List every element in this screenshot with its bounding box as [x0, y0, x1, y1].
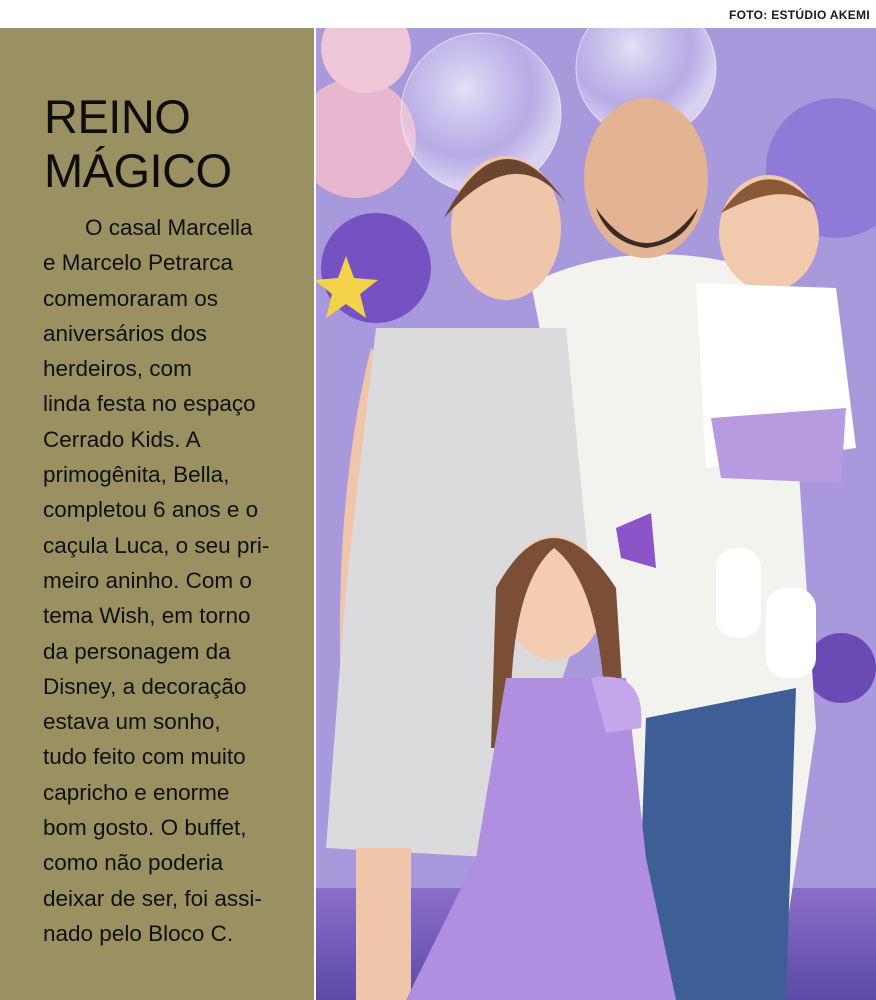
body-line: como não poderia: [43, 850, 224, 876]
body-line: e Marcelo Petrarca: [43, 250, 234, 276]
woman-leg: [356, 848, 411, 1000]
body-line: tema Wish, em torno: [43, 603, 251, 629]
article-body: [43, 210, 301, 951]
body-line: nado pelo Bloco C.: [43, 920, 234, 946]
body-line: herdeiros, com: [43, 356, 192, 382]
title-line-2: MÁGICO: [44, 144, 232, 197]
body-line: bom gosto. O buffet,: [43, 815, 247, 841]
body-line: aniversários dos: [43, 320, 207, 346]
article-title: [44, 90, 232, 198]
baby-shorts: [711, 408, 846, 483]
body-line: capricho e enorme: [43, 779, 230, 805]
body-line: estava um sonho,: [43, 709, 221, 735]
body-line: O casal Marcella: [85, 215, 253, 240]
body-line: meiro aninho. Com o: [43, 567, 252, 593]
baby-leg: [766, 588, 816, 678]
photo-illustration: [316, 28, 876, 1000]
body-line: Cerrado Kids. A: [43, 426, 201, 452]
family-party-photo: [316, 28, 876, 1000]
body-line: Disney, a decoração: [43, 673, 247, 699]
body-line: da personagem da: [43, 638, 231, 664]
body-line: caçula Luca, o seu pri-: [43, 532, 270, 558]
flower-decoration: [806, 633, 876, 703]
photo-credit: FOTO: ESTÚDIO AKEMI: [728, 8, 870, 22]
body-line: primogênita, Bella,: [43, 462, 230, 488]
body-line: completou 6 anos e o: [43, 497, 259, 523]
man-head: [584, 98, 708, 258]
body-line: tudo feito com muito: [43, 744, 246, 770]
body-line: comemoraram os: [43, 285, 219, 311]
body-line: linda festa no espaço: [43, 391, 256, 417]
title-line-1: REINO: [44, 90, 191, 143]
body-line: deixar de ser, foi assi-: [43, 885, 262, 911]
baby-leg: [716, 548, 761, 638]
